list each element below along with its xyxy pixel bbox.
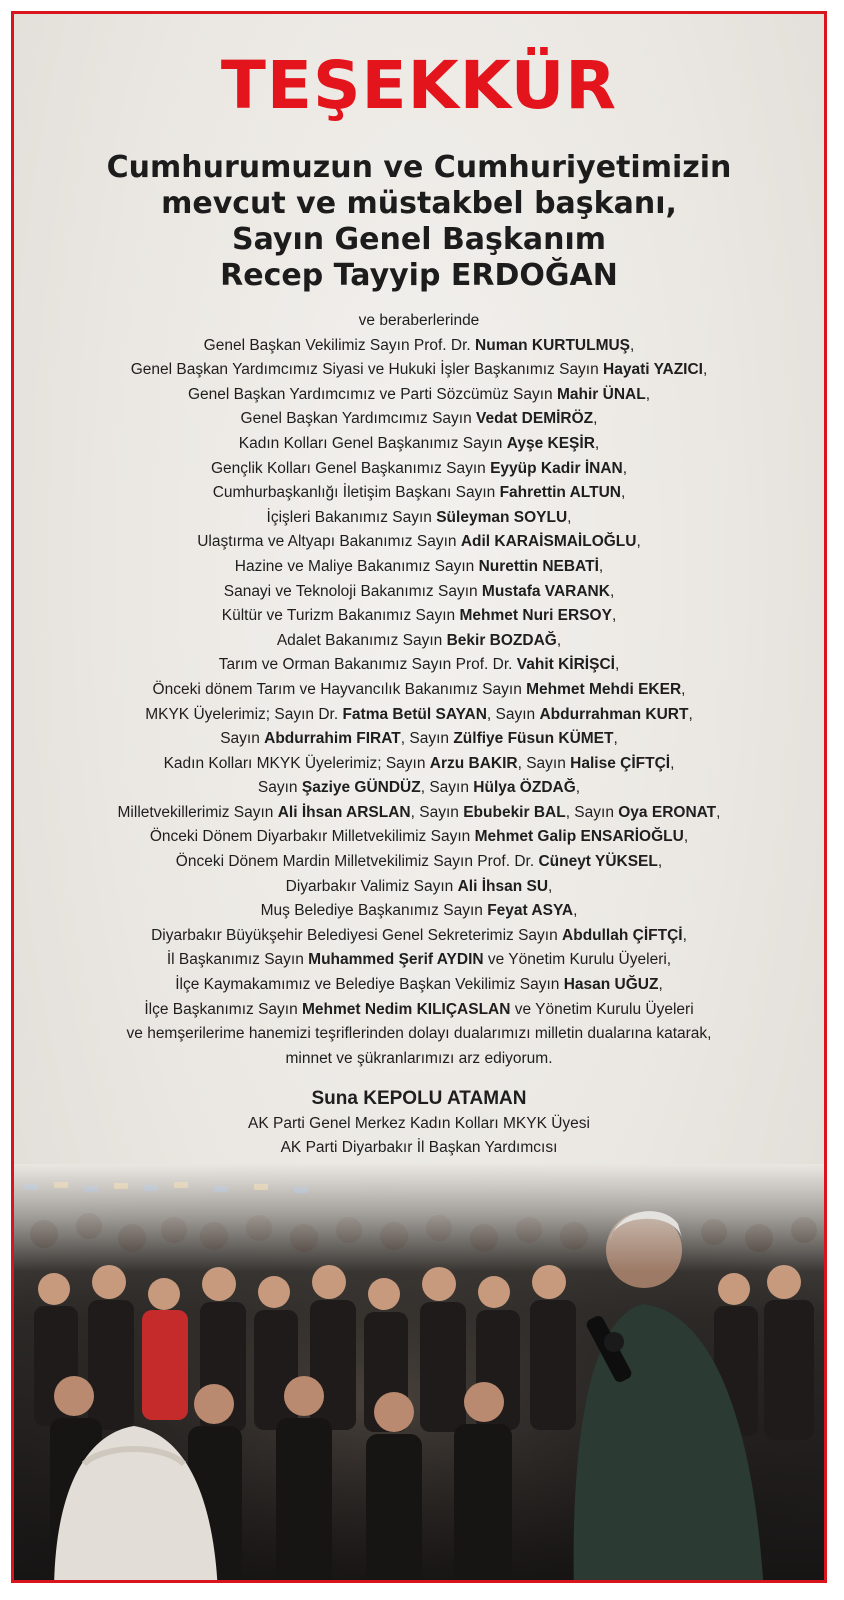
body-text: , Sayın bbox=[420, 779, 474, 797]
body-line bbox=[14, 629, 824, 654]
signature-block bbox=[14, 1086, 824, 1160]
person-name: Bekir BOZDAĞ bbox=[446, 631, 557, 649]
person-name: Fatma Betül SAYAN bbox=[342, 705, 487, 723]
body-text: Tarım ve Orman Bakanımız Sayın Prof. Dr. bbox=[218, 656, 517, 674]
person-name: Süleyman SOYLU bbox=[436, 508, 568, 526]
body-text: , bbox=[593, 410, 598, 428]
body-text: , bbox=[622, 459, 628, 477]
ad-title: TEŞEKKÜR bbox=[220, 47, 618, 124]
body-text: , bbox=[613, 730, 618, 748]
body-text: , bbox=[556, 631, 562, 649]
body-text: , bbox=[657, 853, 663, 871]
body-line bbox=[14, 727, 824, 752]
body-line bbox=[14, 506, 824, 531]
body-line bbox=[14, 555, 824, 580]
body-line bbox=[14, 383, 824, 408]
person-name: Mahir ÜNAL bbox=[556, 385, 646, 403]
body-line bbox=[14, 432, 824, 457]
acknowledgement-list bbox=[14, 309, 824, 1071]
body-text: İlçe Başkanımız Sayın bbox=[144, 1000, 303, 1018]
body-line bbox=[14, 1047, 824, 1072]
body-text: , bbox=[670, 754, 675, 772]
signature-role: AK Parti Diyarbakır İl Başkan Yardımcısı bbox=[280, 1139, 558, 1156]
body-text: Sayın bbox=[220, 730, 265, 748]
body-text: Genel Başkan Yardımcımız Sayın bbox=[240, 410, 477, 428]
body-text: , bbox=[611, 607, 617, 625]
body-text: , Sayın bbox=[400, 730, 454, 748]
body-text: ve Yönetim Kurulu Üyeleri, bbox=[483, 951, 672, 969]
person-name: Zülfiye Füsun KÜMET bbox=[453, 730, 614, 748]
body-text: , bbox=[630, 336, 635, 354]
body-text: , bbox=[548, 877, 553, 895]
body-text: Genel Başkan Yardımcımız ve Parti Sözcümüz Sayın bbox=[187, 385, 557, 403]
body-text: Milletvekillerimiz Sayın bbox=[117, 803, 278, 821]
body-text: , bbox=[636, 533, 641, 551]
person-name: Halise ÇİFTÇİ bbox=[570, 754, 671, 772]
body-text: ve Yönetim Kurulu Üyeleri bbox=[510, 1000, 694, 1018]
body-text: , Sayın bbox=[565, 803, 619, 821]
body-line bbox=[14, 924, 824, 949]
body-line bbox=[14, 973, 824, 998]
person-name: Hasan UĞUZ bbox=[563, 976, 659, 994]
headline bbox=[14, 150, 824, 294]
body-line bbox=[14, 530, 824, 555]
body-text: ve beraberlerinde bbox=[358, 312, 480, 329]
body-text: Önceki Dönem Mardin Milletvekilimiz Sayın Prof. Dr. bbox=[175, 853, 539, 871]
body-text: , bbox=[645, 385, 650, 403]
body-text: Hazine ve Maliye Bakanımız Sayın bbox=[234, 557, 479, 575]
body-line bbox=[14, 899, 824, 924]
person-name: Muhammed Şerif AYDIN bbox=[308, 951, 484, 969]
body-text: Cumhurbaşkanlığı İletişim Başkanı Sayın bbox=[212, 484, 500, 502]
body-text: , bbox=[594, 434, 600, 452]
body-line bbox=[14, 998, 824, 1023]
body-text: Genel Başkan Yardımcımız Siyasi ve Hukuki İşler Başkanımız Sayın bbox=[130, 361, 604, 379]
person-name: Ali İhsan SU bbox=[457, 877, 549, 895]
body-line bbox=[14, 825, 824, 850]
body-line bbox=[14, 604, 824, 629]
body-line bbox=[14, 334, 824, 359]
person-name: Mehmet Nuri ERSOY bbox=[459, 607, 612, 625]
body-text: ve hemşerilerime hanemizi teşriflerinden dolayı dualarımızı milletin dualarına katarak, bbox=[126, 1025, 712, 1043]
body-text: , bbox=[688, 705, 693, 723]
person-name: Mehmet Galip ENSARİOĞLU bbox=[474, 828, 684, 846]
body-text: , bbox=[573, 902, 578, 920]
body-text: , bbox=[658, 976, 663, 994]
body-text: , Sayın bbox=[517, 754, 571, 772]
body-text: İlçe Kaymakamımız ve Belediye Başkan Vekilimiz Sayın bbox=[175, 976, 564, 994]
headline-line: Cumhurumuzun ve Cumhuriyetimizin bbox=[106, 150, 732, 185]
person-name: Oya ERONAT bbox=[618, 803, 717, 821]
person-name: Arzu BAKIR bbox=[429, 754, 518, 772]
body-text: Diyarbakır Valimiz Sayın bbox=[285, 877, 458, 895]
person-name: Mehmet Nedim KILIÇASLAN bbox=[302, 1000, 511, 1018]
body-text: İl Başkanımız Sayın bbox=[166, 951, 309, 969]
body-line bbox=[14, 948, 824, 973]
crowd-photo-image bbox=[14, 1164, 827, 1583]
person-name: Abdurrahman KURT bbox=[539, 705, 689, 723]
body-text: , bbox=[575, 779, 581, 797]
person-name: Şaziye GÜNDÜZ bbox=[301, 779, 421, 797]
person-name: Vedat DEMİRÖZ bbox=[476, 410, 594, 428]
body-text: , bbox=[682, 926, 687, 944]
person-name: Cüneyt YÜKSEL bbox=[538, 853, 658, 871]
person-name: Ali İhsan ARSLAN bbox=[277, 803, 411, 821]
body-line bbox=[14, 653, 824, 678]
person-name: Nurettin NEBATİ bbox=[478, 557, 599, 575]
signature-role: AK Parti Genel Merkez Kadın Kolları MKYK Üyesi bbox=[248, 1115, 590, 1132]
body-line bbox=[14, 875, 824, 900]
body-text: , bbox=[716, 803, 721, 821]
body-text: Kültür ve Turizm Bakanımız Sayın bbox=[221, 607, 460, 625]
person-name: Eyyüp Kadir İNAN bbox=[490, 459, 623, 477]
body-text: MKYK Üyelerimiz; Sayın Dr. bbox=[145, 705, 343, 723]
body-text: Önceki Dönem Diyarbakır Milletvekilimiz Sayın bbox=[149, 828, 475, 846]
person-name: Mustafa VARANK bbox=[481, 582, 610, 600]
body-text: , Sayın bbox=[410, 803, 464, 821]
body-text: , Sayın bbox=[486, 705, 540, 723]
body-text: , bbox=[681, 680, 686, 698]
headline-line: Recep Tayyip ERDOĞAN bbox=[220, 258, 618, 293]
body-text: Sanayi ve Teknoloji Bakanımız Sayın bbox=[223, 582, 482, 600]
body-text: Ulaştırma ve Altyapı Bakanımız Sayın bbox=[197, 533, 461, 551]
body-text: Sayın bbox=[257, 779, 302, 797]
headline-line: mevcut ve müstakbel başkanı, bbox=[161, 186, 677, 221]
body-text: , bbox=[609, 582, 615, 600]
body-line bbox=[14, 678, 824, 703]
body-line bbox=[14, 407, 824, 432]
person-name: Vahit KİRİŞCİ bbox=[516, 656, 615, 674]
body-text: Önceki dönem Tarım ve Hayvancılık Bakanımız Sayın bbox=[152, 680, 527, 698]
body-text: Diyarbakır Büyükşehir Belediyesi Genel Sekreterimiz Sayın bbox=[151, 926, 563, 944]
person-name: Abdullah ÇİFTÇİ bbox=[562, 926, 683, 944]
body-line bbox=[14, 1022, 824, 1047]
headline-line: Sayın Genel Başkanım bbox=[231, 222, 607, 257]
person-name: Fahrettin ALTUN bbox=[499, 484, 621, 502]
person-name: Abdurrahim FIRAT bbox=[264, 730, 401, 748]
body-text: Kadın Kolları MKYK Üyelerimiz; Sayın bbox=[163, 754, 430, 772]
person-name: Hayati YAZICI bbox=[603, 361, 703, 379]
person-name: Mehmet Mehdi EKER bbox=[526, 680, 682, 698]
body-text: Genel Başkan Vekilimiz Sayın Prof. Dr. bbox=[203, 336, 476, 354]
body-text: Gençlik Kolları Genel Başkanımız Sayın bbox=[210, 459, 491, 477]
body-line bbox=[14, 752, 824, 777]
body-text: , bbox=[702, 361, 708, 379]
body-text: , bbox=[683, 828, 689, 846]
body-text: , bbox=[614, 656, 620, 674]
signature-name: Suna KEPOLU ATAMAN bbox=[311, 1088, 527, 1109]
body-line bbox=[14, 801, 824, 826]
body-text: , bbox=[620, 484, 626, 502]
person-name: Adil KARAİSMAİLOĞLU bbox=[460, 533, 637, 551]
thank-you-ad bbox=[11, 11, 827, 1583]
body-line bbox=[14, 309, 824, 334]
body-text: minnet ve şükranlarımızı arz ediyorum. bbox=[285, 1049, 553, 1067]
body-text: Muş Belediye Başkanımız Sayın bbox=[260, 902, 488, 920]
crowd-photo bbox=[14, 1164, 824, 1583]
person-name: Hülya ÖZDAĞ bbox=[473, 779, 576, 797]
body-line bbox=[14, 580, 824, 605]
person-name: Ayşe KEŞİR bbox=[506, 434, 595, 452]
body-text: , bbox=[598, 557, 604, 575]
person-name: Ebubekir BAL bbox=[463, 803, 566, 821]
body-line bbox=[14, 776, 824, 801]
body-line bbox=[14, 703, 824, 728]
body-line bbox=[14, 850, 824, 875]
person-name: Numan KURTULMUŞ bbox=[475, 336, 631, 354]
body-line bbox=[14, 481, 824, 506]
body-line bbox=[14, 457, 824, 482]
body-text: , bbox=[567, 508, 572, 526]
body-text: Kadın Kolları Genel Başkanımız Sayın bbox=[238, 434, 507, 452]
body-line bbox=[14, 358, 824, 383]
body-text: İçişleri Bakanımız Sayın bbox=[266, 508, 437, 526]
body-text: Adalet Bakanımız Sayın bbox=[276, 631, 447, 649]
person-name: Feyat ASYA bbox=[487, 902, 574, 920]
